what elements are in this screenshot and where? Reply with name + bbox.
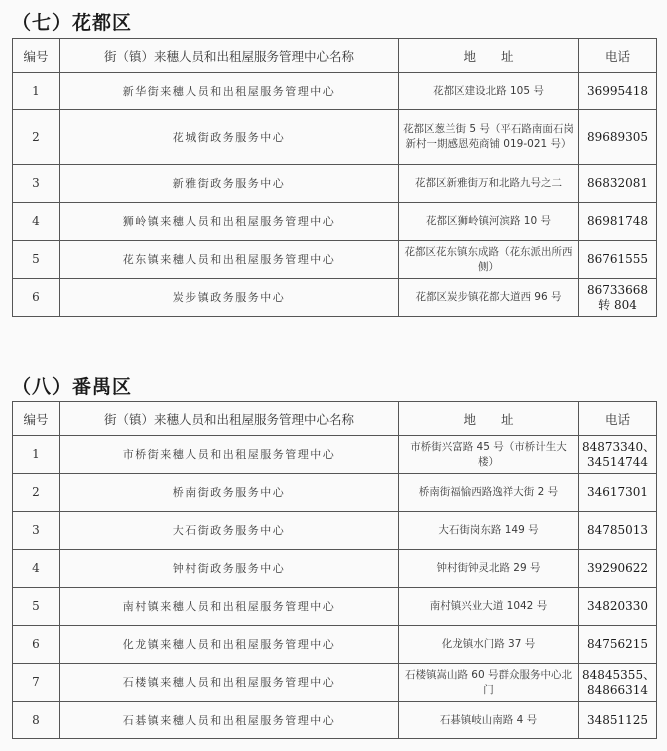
row-center-name: 石楼镇来穗人员和出租屋服务管理中心 [60, 664, 399, 702]
row-phone: 39290622 [579, 550, 657, 588]
row-center-name: 新雅街政务服务中心 [60, 165, 399, 203]
table-row [13, 588, 657, 626]
row-number: 5 [13, 588, 60, 626]
row-address: 花都区葱兰街 5 号（平石路南面石岗新村一期感恩苑商铺 019-021 号） [399, 110, 579, 165]
row-phone: 34851125 [579, 702, 657, 739]
table-row [13, 436, 657, 474]
panyu-directory-table [12, 401, 657, 739]
row-number: 3 [13, 512, 60, 550]
row-address: 花都区炭步镇花都大道西 96 号 [399, 279, 579, 317]
table-row [13, 165, 657, 203]
row-center-name: 炭步镇政务服务中心 [60, 279, 399, 317]
table-row [13, 664, 657, 702]
section-title-panyu: （八）番禺区 [12, 376, 133, 398]
row-center-name: 花城街政务服务中心 [60, 110, 399, 165]
row-address: 花都区建设北路 105 号 [399, 73, 579, 110]
row-phone: 86733668 转 804 [579, 279, 657, 317]
table-row [13, 73, 657, 110]
row-number: 3 [13, 165, 60, 203]
row-number: 8 [13, 702, 60, 739]
header-address: 地 址 [399, 39, 579, 73]
row-address: 化龙镇水门路 37 号 [399, 626, 579, 664]
row-address: 市桥街兴富路 45 号（市桥计生大楼） [399, 436, 579, 474]
table-header-row [13, 402, 657, 436]
table-row [13, 626, 657, 664]
section-title-huadu: （七）花都区 [12, 12, 133, 34]
row-center-name: 花东镇来穗人员和出租屋服务管理中心 [60, 241, 399, 279]
row-phone: 36995418 [579, 73, 657, 110]
row-address: 钟村街钟灵北路 29 号 [399, 550, 579, 588]
row-center-name: 桥南街政务服务中心 [60, 474, 399, 512]
header-number: 编号 [13, 402, 60, 436]
row-address: 石楼镇嵩山路 60 号群众服务中心北门 [399, 664, 579, 702]
row-phone: 86832081 [579, 165, 657, 203]
row-center-name: 南村镇来穗人员和出租屋服务管理中心 [60, 588, 399, 626]
row-phone: 86981748 [579, 203, 657, 241]
row-number: 6 [13, 279, 60, 317]
row-phone: 86761555 [579, 241, 657, 279]
header-number: 编号 [13, 39, 60, 73]
row-number: 2 [13, 474, 60, 512]
row-number: 4 [13, 203, 60, 241]
row-center-name: 化龙镇来穗人员和出租屋服务管理中心 [60, 626, 399, 664]
row-center-name: 狮岭镇来穗人员和出租屋服务管理中心 [60, 203, 399, 241]
table-row [13, 550, 657, 588]
row-phone: 84845355、84866314 [579, 664, 657, 702]
row-phone: 84873340、34514744 [579, 436, 657, 474]
row-address: 石碁镇岐山南路 4 号 [399, 702, 579, 739]
row-center-name: 市桥街来穗人员和出租屋服务管理中心 [60, 436, 399, 474]
row-address: 花都区花东镇东成路（花东派出所西侧） [399, 241, 579, 279]
row-phone: 89689305 [579, 110, 657, 165]
row-center-name: 钟村街政务服务中心 [60, 550, 399, 588]
row-number: 6 [13, 626, 60, 664]
row-address: 花都区狮岭镇河滨路 10 号 [399, 203, 579, 241]
table-row [13, 241, 657, 279]
row-center-name: 大石街政务服务中心 [60, 512, 399, 550]
row-center-name: 新华街来穗人员和出租屋服务管理中心 [60, 73, 399, 110]
row-phone: 84756215 [579, 626, 657, 664]
row-number: 2 [13, 110, 60, 165]
row-address: 花都区新雅街万和北路九号之二 [399, 165, 579, 203]
row-phone: 34820330 [579, 588, 657, 626]
row-address: 南村镇兴业大道 1042 号 [399, 588, 579, 626]
row-number: 1 [13, 436, 60, 474]
header-address: 地 址 [399, 402, 579, 436]
row-number: 4 [13, 550, 60, 588]
header-phone: 电话 [579, 402, 657, 436]
huadu-directory-table [12, 38, 657, 317]
table-row [13, 279, 657, 317]
row-number: 1 [13, 73, 60, 110]
row-phone: 84785013 [579, 512, 657, 550]
row-center-name: 石碁镇来穗人员和出租屋服务管理中心 [60, 702, 399, 739]
row-number: 7 [13, 664, 60, 702]
table-row [13, 110, 657, 165]
table-header-row [13, 39, 657, 73]
header-phone: 电话 [579, 39, 657, 73]
row-phone: 34617301 [579, 474, 657, 512]
row-address: 大石街岗东路 149 号 [399, 512, 579, 550]
table-row [13, 702, 657, 739]
header-center-name: 街（镇）来穗人员和出租屋服务管理中心名称 [60, 402, 399, 436]
table-row [13, 512, 657, 550]
row-address: 桥南街福愉西路逸祥大街 2 号 [399, 474, 579, 512]
row-number: 5 [13, 241, 60, 279]
header-center-name: 街（镇）来穗人员和出租屋服务管理中心名称 [60, 39, 399, 73]
table-row [13, 203, 657, 241]
table-row [13, 474, 657, 512]
